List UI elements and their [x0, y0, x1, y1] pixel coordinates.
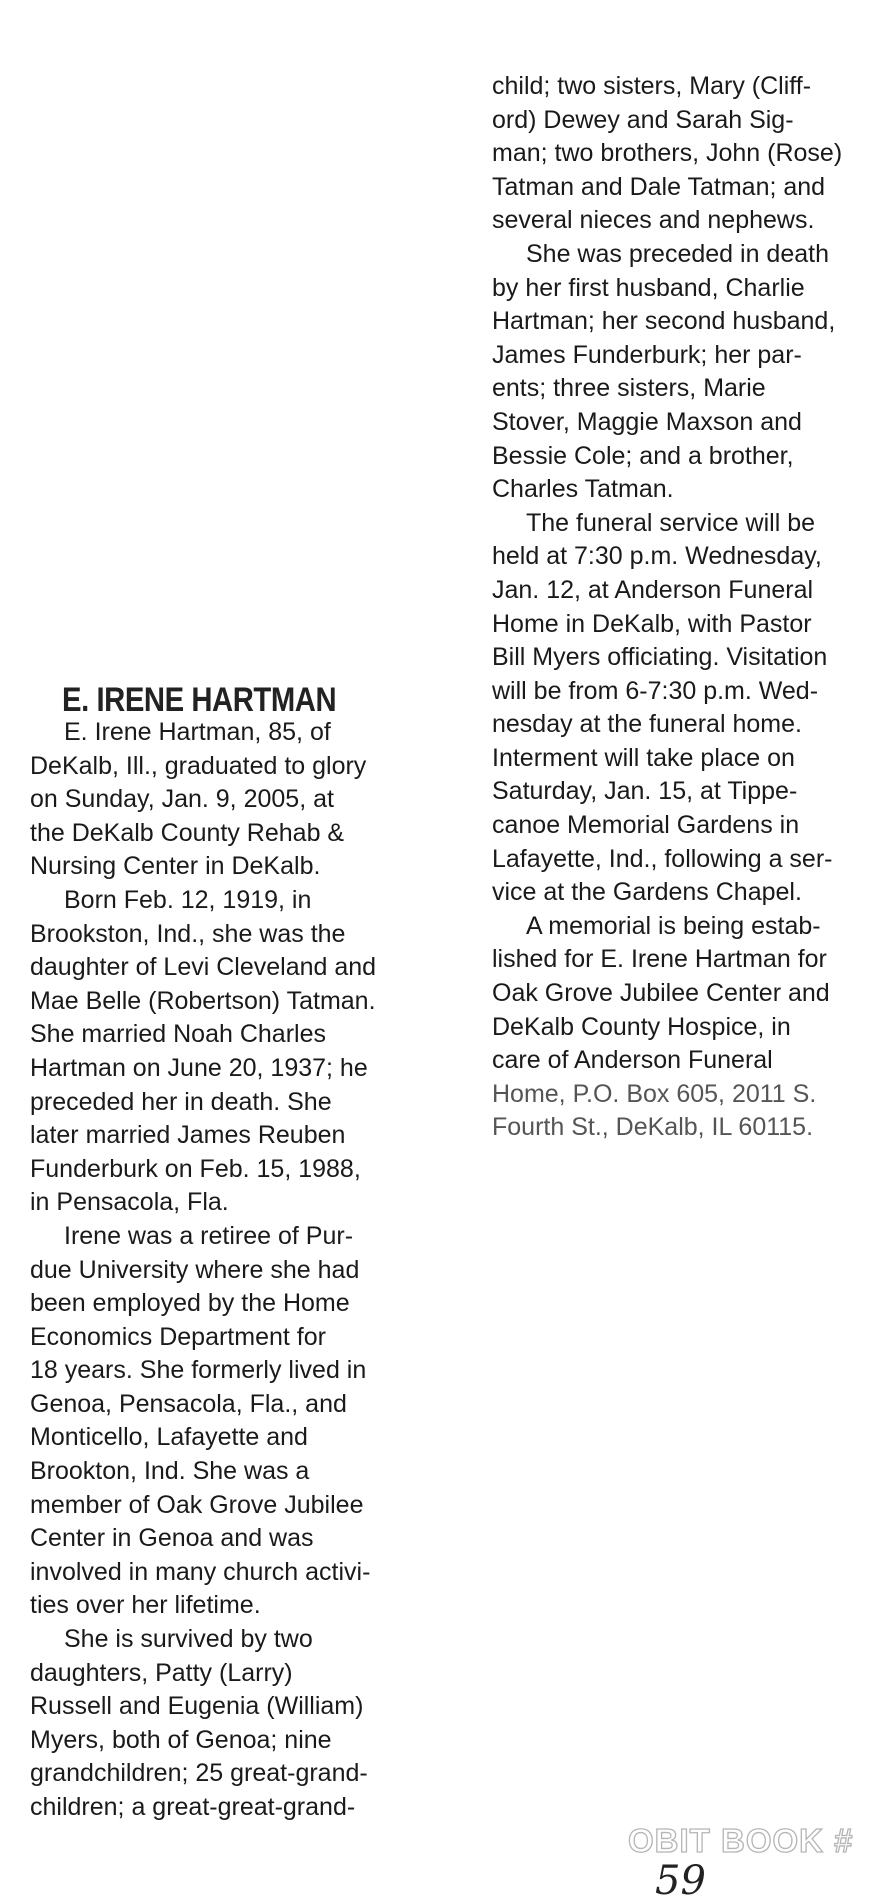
- obituary-title: E. IRENE HARTMAN: [62, 681, 337, 719]
- text-line: ties over her lifetime.: [30, 1591, 261, 1620]
- text-line: Genoa, Pensacola, Fla., and: [30, 1389, 347, 1418]
- obituary-right-column: [492, 70, 842, 1145]
- text-line: children; a great-great-grand-: [30, 1793, 356, 1821]
- text-line: in Pensacola, Fla.: [30, 1188, 229, 1217]
- text-line: Bill Myers officiating. Visitation: [492, 643, 828, 672]
- text-line: A memorial is being estab-: [526, 911, 821, 940]
- text-line: Economics Department for: [30, 1322, 326, 1351]
- obit-book-stamp: OBIT BOOK #: [628, 1822, 854, 1859]
- text-line: lished for E. Irene Hartman for: [492, 945, 827, 974]
- text-line: E. Irene Hartman, 85, of: [64, 718, 331, 746]
- text-line: preceded her in death. She: [30, 1087, 332, 1116]
- text-line: on Sunday, Jan. 9, 2005, at: [30, 785, 334, 814]
- text-line: Interment will take place on: [492, 743, 795, 772]
- text-line: Brookston, Ind., she was the: [30, 919, 346, 948]
- text-line: Saturday, Jan. 15, at Tippe-: [492, 777, 798, 806]
- text-line: daughter of Levi Cleveland and: [30, 953, 377, 982]
- text-line: Charles Tatman.: [492, 475, 674, 504]
- text-line: She is survived by two: [64, 1625, 313, 1654]
- text-line: Nursing Center in DeKalb.: [30, 852, 321, 881]
- text-line: DeKalb County Hospice, in: [492, 1012, 791, 1041]
- text-line: Bessie Cole; and a brother,: [492, 441, 794, 470]
- text-line: held at 7:30 p.m. Wednesday,: [492, 542, 822, 571]
- text-line: by her first husband, Charlie: [492, 273, 805, 302]
- text-line: Born Feb. 12, 1919, in: [64, 885, 312, 914]
- text-line: Hartman; her second husband,: [492, 307, 836, 336]
- text-line: been employed by the Home: [30, 1289, 350, 1318]
- obituary-left-column: [30, 716, 376, 1825]
- text-line: Oak Grove Jubilee Center and: [492, 979, 830, 1008]
- text-line: due University where she had: [30, 1255, 360, 1284]
- text-line: Home in DeKalb, with Pastor: [492, 609, 812, 638]
- text-line: Home, P.O. Box 605, 2011 S.: [492, 1079, 817, 1108]
- text-line: several nieces and nephews.: [492, 206, 815, 235]
- text-line: member of Oak Grove Jubilee: [30, 1490, 364, 1519]
- text-line: James Funderburk; her par-: [492, 340, 802, 369]
- text-line: Monticello, Lafayette and: [30, 1423, 308, 1452]
- text-line: 18 years. She formerly lived in: [30, 1356, 367, 1385]
- text-line: involved in many church activi-: [30, 1557, 371, 1586]
- text-line: Myers, both of Genoa; nine: [30, 1725, 332, 1754]
- text-line: grandchildren; 25 great-grand-: [30, 1759, 368, 1788]
- text-line: Funderburk on Feb. 15, 1988,: [30, 1154, 361, 1183]
- text-line: She married Noah Charles: [30, 1020, 326, 1049]
- text-line: later married James Reuben: [30, 1121, 346, 1150]
- text-line: care of Anderson Funeral: [492, 1046, 773, 1075]
- text-line: ord) Dewey and Sarah Sig-: [492, 105, 794, 134]
- handwritten-book-number: 59: [655, 1858, 706, 1904]
- text-line: Tatman and Dale Tatman; and: [492, 172, 826, 201]
- text-line: Fourth St., DeKalb, IL 60115.: [492, 1113, 814, 1142]
- text-line: The funeral service will be: [526, 508, 816, 537]
- text-line: DeKalb, Ill., graduated to glory: [30, 751, 367, 780]
- text-line: ents; three sisters, Marie: [492, 374, 766, 403]
- text-line: Hartman on June 20, 1937; he: [30, 1053, 368, 1082]
- text-line: Jan. 12, at Anderson Funeral: [492, 575, 814, 604]
- text-line: Russell and Eugenia (William): [30, 1692, 364, 1721]
- text-line: child; two sisters, Mary (Cliff-: [492, 72, 812, 100]
- text-line: Irene was a retiree of Pur-: [64, 1221, 354, 1250]
- text-line: the DeKalb County Rehab &: [30, 818, 345, 847]
- text-line: will be from 6-7:30 p.m. Wed-: [492, 676, 819, 705]
- text-line: Brookton, Ind. She was a: [30, 1457, 310, 1486]
- text-line: Center in Genoa and was: [30, 1524, 314, 1553]
- text-line: vice at the Gardens Chapel.: [492, 878, 802, 907]
- text-line: man; two brothers, John (Rose): [492, 139, 843, 168]
- text-line: nesday at the funeral home.: [492, 710, 802, 739]
- text-line: Mae Belle (Robertson) Tatman.: [30, 986, 376, 1015]
- text-line: daughters, Patty (Larry): [30, 1658, 293, 1687]
- text-line: Stover, Maggie Maxson and: [492, 407, 802, 436]
- text-line: Lafayette, Ind., following a ser-: [492, 844, 833, 873]
- text-line: canoe Memorial Gardens in: [492, 811, 800, 840]
- text-line: She was preceded in death: [526, 239, 829, 268]
